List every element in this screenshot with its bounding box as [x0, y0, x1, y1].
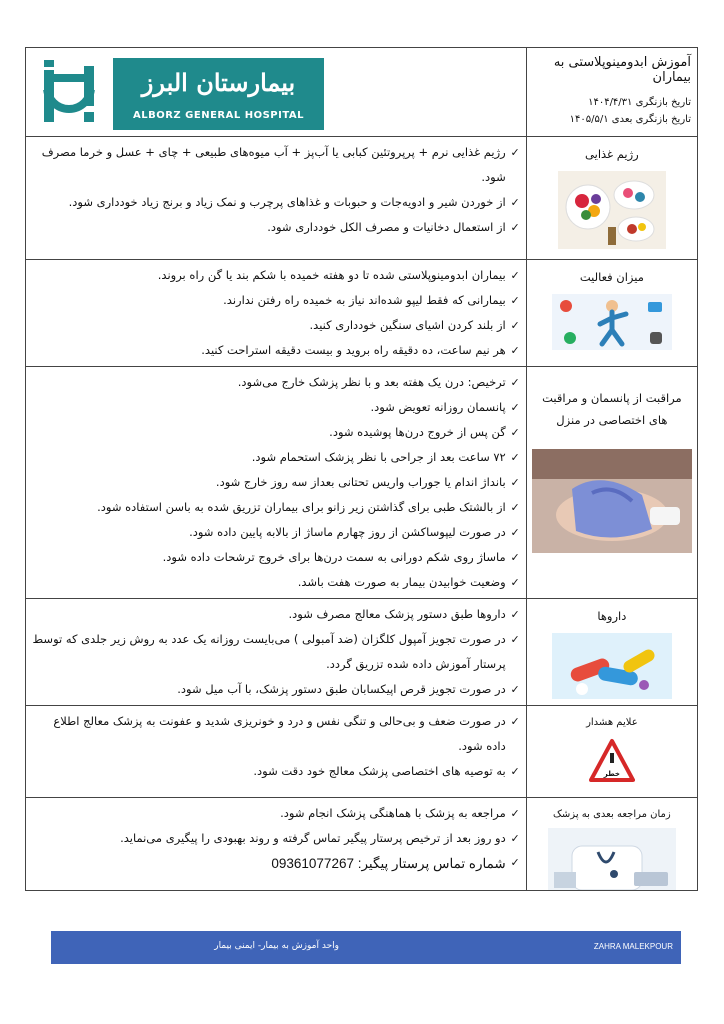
footer-author: ZAHRA MALEKPOUR [593, 942, 673, 951]
footer-unit: واحد آموزش به بیمار- ایمنی بیمار [214, 941, 339, 951]
list-item: ✓ هر نیم ساعت، ده دقیقه راه بروید و بیست دقیقه استراحت کنید. [32, 338, 520, 363]
check-icon: ✓ [510, 683, 520, 696]
list-item: ✓ بیماران ابدومینوپلاستی شده تا دو هفته خمیده با شکم بند یا گن راه بروند. [32, 263, 520, 288]
section-label: علایم هشدار [586, 717, 638, 728]
education-table [25, 47, 698, 891]
list-item: ✓ مراجعه به پزشک با هماهنگی پزشک انجام شود. [32, 801, 520, 826]
section-label: داروها [597, 609, 627, 623]
check-icon: ✓ [510, 146, 520, 159]
list-item: ✓ به توصیه های اختصاصی پزشک معالج خود دقت شود. [32, 759, 520, 784]
check-icon: ✓ [510, 765, 520, 778]
list-item: ✓ در صورت لیپوساکشن از روز چهارم ماساژ از بالابه پایین داده شود. [32, 520, 520, 545]
diet-items [26, 137, 527, 260]
check-icon: ✓ [510, 196, 520, 209]
follow-up-label-cell [526, 798, 697, 891]
list-item: ✓ در صورت تجویز قرص اپیکسابان طبق دستور پزشک، با آب میل شود. [32, 677, 520, 702]
check-icon: ✓ [510, 294, 520, 307]
review-date: تاریخ بازنگری ۱۴۰۴/۴/۳۱ [588, 97, 691, 108]
list-item: ✓ در صورت ضعف و بی‌حالی و تنگی نفس و درد و خونریزی شدید و عفونت به پزشک معالج اطلاع داده شود. [32, 709, 520, 759]
warning-label-cell [526, 706, 697, 798]
check-icon: ✓ [510, 501, 520, 514]
list-item: ✓ دو روز بعد از ترخیص پرستار پیگیر تماس گرفته و روند بهبودی را پیگیری می‌نماید. [32, 826, 520, 851]
next-review-date: تاریخ بازنگری بعدی ۱۴۰۵/۵/۱ [569, 114, 691, 125]
healthy-food-image [558, 171, 666, 249]
check-icon: ✓ [510, 551, 520, 564]
care-label-cell [526, 367, 697, 599]
list-item: ✓ از خوردن شیر و ادویه‌جات و حبوبات و غذاهای پرچرب و نمک زیاد و برنج زیاد خودداری شود. [32, 190, 520, 215]
list-item: ✓ ترخیص: درن یک هفته بعد و با نظر پزشک خارج می‌شود. [32, 370, 520, 395]
check-icon: ✓ [510, 451, 520, 464]
check-icon: ✓ [510, 401, 520, 414]
check-icon: ✓ [510, 344, 520, 357]
list-item: ✓ وضعیت خوابیدن بیمار به صورت هفت باشد. [32, 570, 520, 595]
medication-items [26, 599, 527, 706]
check-icon: ✓ [510, 715, 520, 728]
check-icon: ✓ [510, 807, 520, 820]
list-item: ✓ بیمارانی که فقط لیپو شده‌اند نیاز به خمیده راه رفتن ندارند. [32, 288, 520, 313]
list-item: ✓ رژیم غذایی نرم + پرپروتئین کبابی یا آب‌پز + آب میوه‌های طبیعی + چای + عسل و خرما مصرف شود. [32, 140, 520, 190]
warning-items [26, 706, 527, 798]
check-icon: ✓ [510, 269, 520, 282]
section-label-line: مراقبت از پانسمان و مراقبت [542, 391, 682, 405]
page-footer [51, 931, 681, 964]
medicine-pills-image [552, 633, 672, 699]
logo-english-name: ALBORZ GENERAL HOSPITAL [133, 110, 304, 121]
list-item: ✓ گن پس از خروج درن‌ها پوشیده شود. [32, 420, 520, 445]
title-cell [526, 48, 697, 137]
check-icon: ✓ [510, 526, 520, 539]
section-label-line: های اختصاصی در منزل [556, 413, 668, 427]
section-label: میزان فعالیت [579, 270, 644, 284]
list-item: ✓ داروها طبق دستور پزشک معالج مصرف شود. [32, 602, 520, 627]
exercise-image [552, 294, 672, 350]
check-icon: ✓ [510, 832, 520, 845]
medication-label-cell [526, 599, 697, 706]
list-item: ✓ پانسمان روزانه تعویض شود. [32, 395, 520, 420]
list-item: ✓ از بلند کردن اشیای سنگین خودداری کنید. [32, 313, 520, 338]
list-item: ✓ از بالشتک طبی برای گذاشتن زیر زانو برای بیماران تزریق شده به باسن استفاده شود. [32, 495, 520, 520]
page-title: آموزش ابدومینوپلاستی به بیماران [553, 55, 691, 85]
nurse-phone-number: شماره تماس پرستار پیگیر: 09361077267 [271, 856, 506, 871]
dressing-care-image [532, 449, 692, 553]
logo-cell [26, 48, 527, 137]
activity-label-cell [526, 260, 697, 367]
check-icon: ✓ [510, 376, 520, 389]
activity-items [26, 260, 527, 367]
check-icon: ✓ [510, 608, 520, 621]
list-item: ✓ ۷۲ ساعت بعد از جراحی با نظر پزشک استحمام شود. [32, 445, 520, 470]
danger-text: خطر [603, 770, 620, 778]
check-icon: ✓ [510, 576, 520, 589]
list-item [32, 851, 520, 876]
list-item: ✓ ماساژ روی شکم دورانی به سمت درن‌ها برای خروج ترشحات داده شود. [32, 545, 520, 570]
hospital-logo-banner [113, 58, 324, 130]
check-icon: ✓ [510, 319, 520, 332]
follow-up-items [26, 798, 527, 891]
doctor-image [548, 828, 676, 890]
check-icon: ✓ [510, 221, 520, 234]
list-item: ✓ از استعمال دخانیات و مصرف الکل خودداری شود. [32, 215, 520, 240]
diet-label-cell [526, 137, 697, 260]
care-items [26, 367, 527, 599]
list-item: ✓ در صورت تجویز آمپول کلگزان (ضد آمبولی ) می‌بایست روزانه یک عدد به روش زیر جلدی که توسط پرستار آموزش داده شده تزریق گردد. [32, 627, 520, 677]
list-item: ✓ بانداژ اندام یا جوراب واریس تحتانی بعداز سه روز خارج شود. [32, 470, 520, 495]
section-label: زمان مراجعه بعدی به پزشک [552, 809, 671, 820]
check-icon: ✓ [510, 857, 520, 869]
hospital-logo-icon [42, 60, 96, 126]
check-icon: ✓ [510, 633, 520, 646]
check-icon: ✓ [510, 426, 520, 439]
logo-persian-name: بیمارستان البرز [141, 68, 296, 97]
section-label: رژیم غذایی [585, 147, 639, 161]
check-icon: ✓ [510, 476, 520, 489]
